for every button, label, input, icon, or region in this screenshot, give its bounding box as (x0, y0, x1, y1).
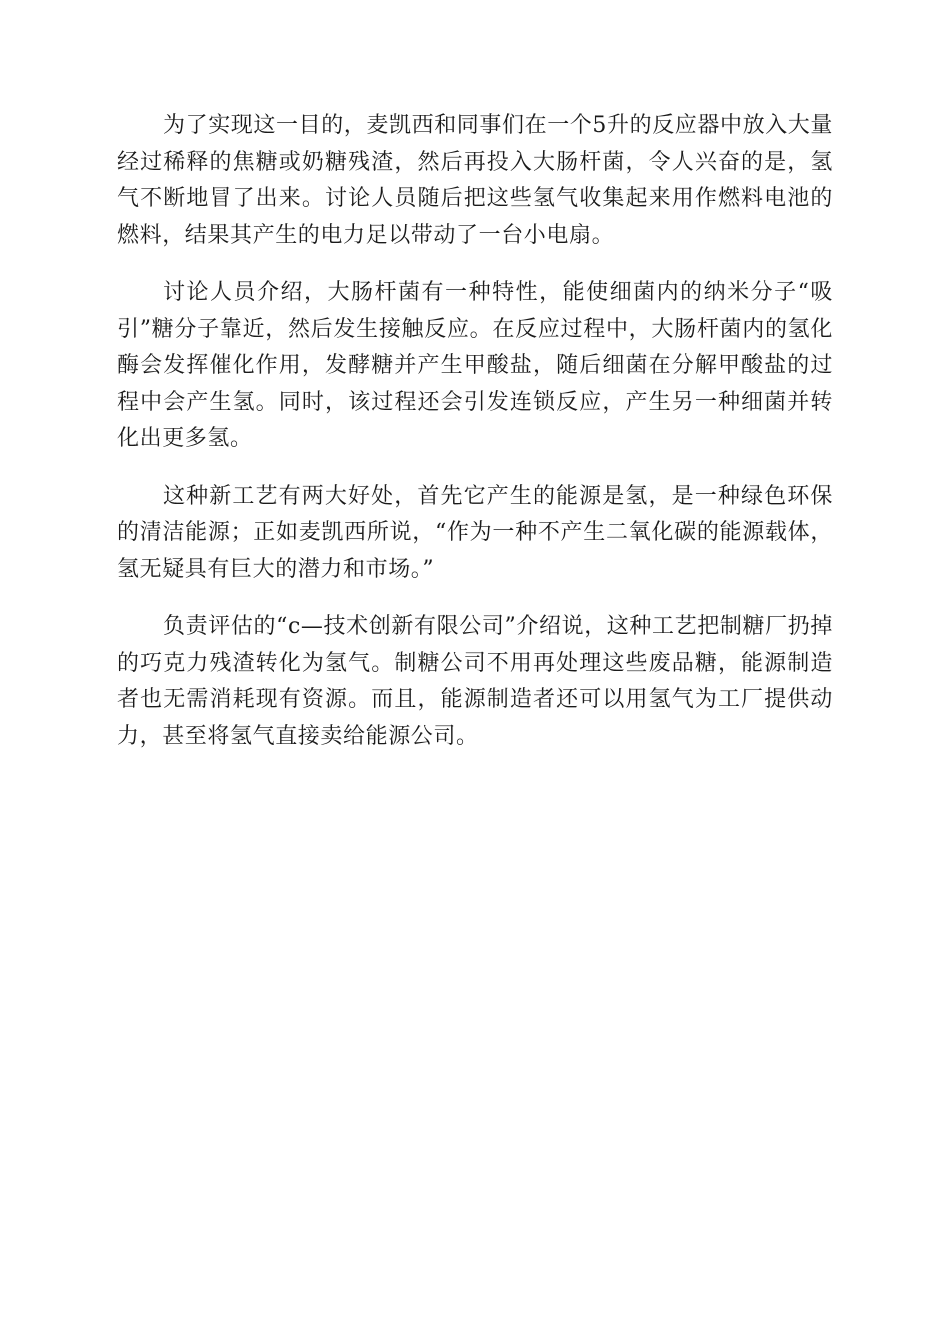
paragraph-4: 负责评估的“c—技术创新有限公司”介绍说，这种工艺把制糖厂扔掉的巧克力残渣转化为氢气。制糖公司不用再处理这些废品糖，能源制造者也无需消耗现有资源。而且，能源制造者还可以用氢气为工厂提供动力，甚至将氢气直接卖给能源公司。 (117, 614, 833, 749)
paragraph-1: 为了实现这一目的，麦凯西和同事们在一个5升的反应器中放入大量经过稀释的焦糖或奶糖残渣，然后再投入大肠杆菌，令人兴奋的是，氢气不断地冒了出来。讨论人员随后把这些氢气收集起来用作燃料电池的燃料，结果其产生的电力足以带动了一台小电扇。 (117, 113, 833, 248)
paragraph-2: 讨论人员介绍，大肠杆菌有一种特性，能使细菌内的纳米分子“吸引”糖分子靠近，然后发生接触反应。在反应过程中，大肠杆菌内的氢化酶会发挥催化作用，发酵糖并产生甲酸盐，随后细菌在分解甲酸盐的过程中会产生氢。同时，该过程还会引发连锁反应，产生另一种细菌并转化出更多氢。 (117, 280, 833, 451)
document-body (117, 108, 833, 776)
paragraph-3: 这种新工艺有两大好处，首先它产生的能源是氢，是一种绿色环保的清洁能源；正如麦凯西所说，“作为一种不产生二氧化碳的能源载体，氢无疑具有巨大的潜力和市场。” (117, 483, 833, 582)
